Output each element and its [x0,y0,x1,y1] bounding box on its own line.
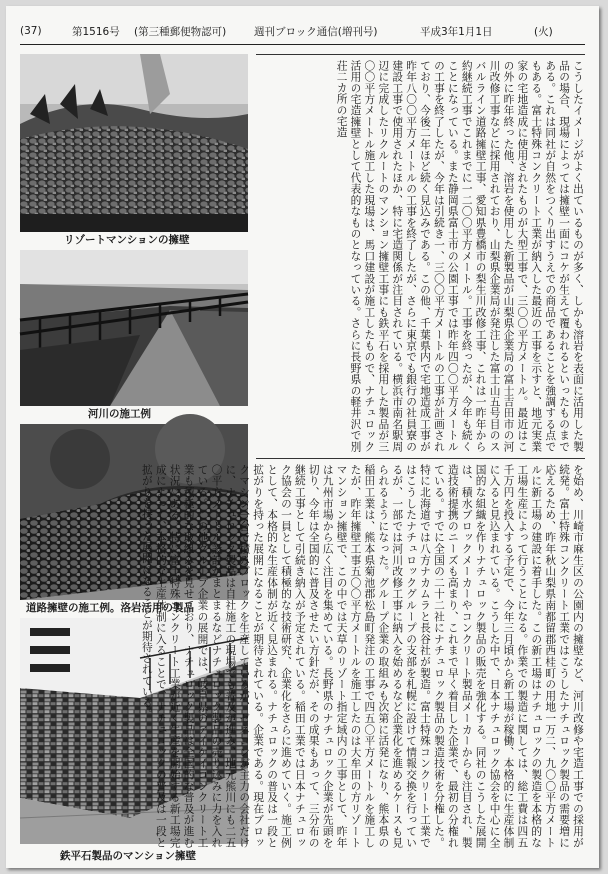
page-number: (37) [20,25,42,37]
postal-permit: (第三種郵便物認可) [134,25,227,38]
issue-number: 第1516号 [72,25,120,38]
photo-caption-3: 道路擁壁の施工例。洛岩活用の製品 [26,602,194,614]
article-upper-tier: こうしたイメージがよく出ているものが多く、しかも溶岩を表面に活用した製品の場合、現場によっては擁壁一面にコケが生えて覆われるといったものまである。これは同社が自然をつくり出すうえでの商品であることを強調する点でもある。富士特殊コンクリート工業が納入した最近の工事を示すと、地元実業家の宅地造成に使用されたものが大型工事で、三〇〇平方メートル。最近はこの外に昨年終った他、溶岩を使用した新製品が山梨県企業局の富士吉田市の河川改修工事などに採用されており、山梨県企業局が発注した富士山五号目のスバルライン道路擁壁工事、愛知県豊橋市の梨生川改修工事、これは一昨年から約継続工事でこれまでに一二〇〇平方メートル。工事を終ったが、今年も続くことになっている。また静岡県富士市の公園工事では昨年四〇〇平方メートルの工事を終了したが、今年は引続き一、三〇〇平方メートルの工事が計画されており、今後二年ほど続く見込みである。この他、千葉県内で宅地造成工事が昨年八〇〇平方メートルの工事を終了したが、さらに東京でも銀行の社員寮の建設工事で使用されたほか、特に宅造関係が注目されている。横浜市南名駅周辺に完成したリクルートのマンション擁壁工事にも鉄平石を採用した製品が三〇〇平方メートル施工した現場は、馬口建設が施工したもので、ナチュロック活用の宅造擁壁として代表的なものとなっている。さらに長野県の軽井沢で別荘二カ所の宅造 [335,60,585,452]
column-rule-middle [256,458,585,459]
river-channel-photo [20,250,248,406]
newspaper-page [6,6,599,868]
header-rule [20,44,585,45]
article-text [140,54,585,848]
column-rule-top [256,54,585,55]
article-lower-tier: を始め、川崎市麻生区の公園内の擁壁など、河川改修や宅造工事での採用が続発。富士特殊コンクリート工業ではこうしたナチュロック製品の需要増に応えるため、昨年秋山梨県南都留郡西桂町の用地一万二、九〇〇平方メートルに新工場の建設に着手した。この新工場はナチュロックの製造を本格的な工場生産によって行うことになる。作業での製造に関しては、総工費は四五千万円を投入する予定で、今年三月頃から新工場が稼働、本格的に生産体制に入ると見込まれている。こうした中で、日本ナチュロック協会を中心に全国的な組織を作りナチュロック製品の販売を強化する。同社のこうした展開は、積水ブロックメーカーやコンクリート製品メーカーからも注目され、製造技術提携のニーズも高まり、これまで早く着目した企業で、最初の分権れている。すでに全国の二十二社にナチュロック製品の製造技術を分権した。特に北海道では八方ナカムラと長谷社が製造。富士特殊コンクリート工業ではこうしたナチュロックグループの支部を札幌に設けて情報交換を行っているが、一部では河川改修工事に納入を始めるなど企業化を進めるケースも見られるようになった。グループ企業の取組みも次第に活発になり、熊本県の稲田工業は、熊本県菊池郡松島町発注の工事で四五〇平方メートルを施工したが、昨年擁壁工事五〇〇平方メートルを施工したのは大牟田の方リゾートマンション擁壁で、この中では天草のリゾート指定域内の工事として、昨年は九州市場から広く注目を集めている。長野県のナチュロック企業が先頭を切り、今年は全国的に普及させたい方針だが、その成果もあって、三分布の継続工事として引続き納入が予定されている。稲田工業では日本ナチュロック協会の一員として積極的な技術研究、企業化をさらに進めていく。施工例として、本格的な生産体制が近く見込まれる。ナチュロックの普及は一段と拡がりを持った展開になることが期待されている。企業である。現在ブロックマシン一台で積みブロックを生産しているが、ゼネコンが主力の会社だけに、ナチュロック製品は自社施工の現場でも普及が進み、地元熊川にも二五〇平方メートル設計がまとまるなどナチュロック製品の売り込みに力を入れている。この他グループ企業の展開では、岐阜県のアイケイコンクリート工業も積極的な取組みを見せており、ナチュロック製品は全国的な普及が進む状況にある。特に富士特殊コンクリート工業が近く生産を開始する新工場完成によって、本格的な生産体制に入ることで、ナチュロックの普及は一段と拡がりを持った展開になることが期待されている。 [140,464,585,848]
photo-caption-1: リゾートマンションの擁壁 [64,234,190,246]
article-body [20,54,585,862]
photo-caption-2: 河川の施工例 [88,408,151,420]
retaining-wall-photo [20,54,248,232]
publication-title: 週刊ブロック通信(増刊号) [254,25,378,38]
weekday: (火) [534,25,553,38]
page-header [20,22,585,40]
photo-caption-4: 鉄平石製品のマンション擁壁 [60,850,197,862]
issue-date: 平成3年1月1日 [420,25,493,38]
